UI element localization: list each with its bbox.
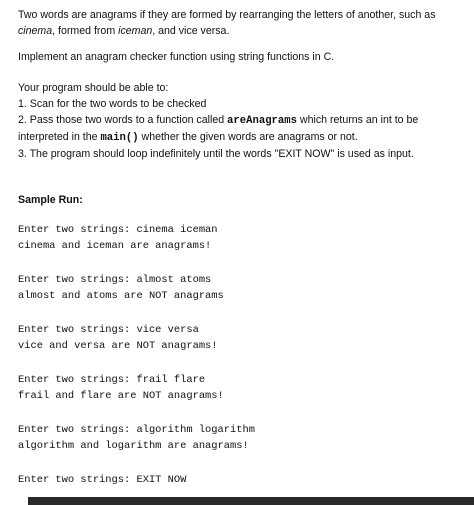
requirement-item-2 xyxy=(18,112,464,146)
requirements-lead: Your program should be able to: xyxy=(18,82,169,94)
run-result: cinema and iceman are anagrams! xyxy=(18,240,212,252)
run-block xyxy=(18,322,464,354)
requirement-2-text-b: which returns an int to be xyxy=(296,114,419,126)
function-name-code: areAnagrams xyxy=(227,115,297,127)
run-result: frail and flare are NOT anagrams! xyxy=(18,390,224,402)
requirement-2-text-c: interpreted in the xyxy=(18,131,101,143)
requirement-2-text-a: 2. Pass those two words to a function called xyxy=(18,114,228,126)
run-result: vice and versa are NOT anagrams! xyxy=(18,340,218,352)
sample-run-heading: Sample Run: xyxy=(18,194,83,206)
run-prompt: Enter two strings: vice versa xyxy=(18,324,199,336)
requirement-2-text-d: whether the given words are anagrams or not. xyxy=(138,131,358,143)
run-block xyxy=(18,422,464,454)
run-block xyxy=(18,272,464,304)
run-prompt-exit: Enter two strings: EXIT NOW xyxy=(18,474,187,486)
intro-line-1: Two words are anagrams if they are formed by rearranging the letters of another, such as xyxy=(18,9,436,21)
intro-paragraph xyxy=(18,7,464,39)
run-result: algorithm and logarithm are anagrams! xyxy=(18,440,249,452)
requirements-list xyxy=(18,80,464,162)
intro-word-cinema: cinema xyxy=(18,25,53,37)
run-prompt: Enter two strings: algorithm logarithm xyxy=(18,424,255,436)
run-prompt: Enter two strings: cinema iceman xyxy=(18,224,218,236)
intro-text-mid: , formed from xyxy=(52,25,119,37)
run-prompt: Enter two strings: frail flare xyxy=(18,374,206,386)
sample-run-output xyxy=(18,222,464,488)
run-block xyxy=(18,372,464,404)
intro-word-iceman: iceman xyxy=(118,25,153,37)
intro-text-end: , and vice versa. xyxy=(152,25,230,37)
run-result: almost and atoms are NOT anagrams xyxy=(18,290,224,302)
requirement-item-1: 1. Scan for the two words to be checked xyxy=(18,98,207,110)
task-statement: Implement an anagram checker function using string functions in C. xyxy=(18,51,335,63)
main-function-code: main() xyxy=(100,132,139,144)
bottom-dark-bar xyxy=(28,497,474,505)
problem-document xyxy=(18,7,464,488)
run-block xyxy=(18,222,464,254)
run-prompt: Enter two strings: almost atoms xyxy=(18,274,212,286)
requirement-item-3: 3. The program should loop indefinitely until the words "EXIT NOW" is used as input. xyxy=(18,148,414,160)
